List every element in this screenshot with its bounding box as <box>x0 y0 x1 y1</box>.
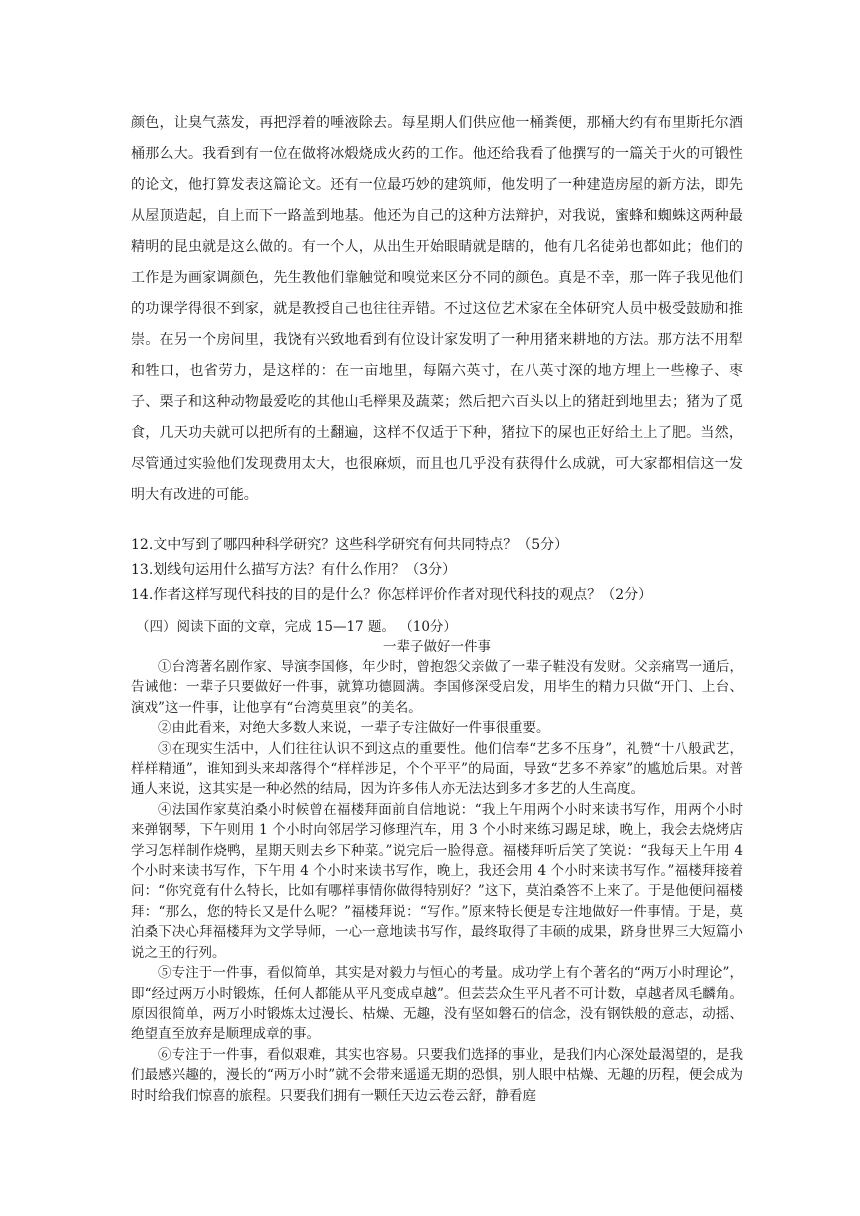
essay-paragraph-3: ③在现实生活中，人们往往认识不到这点的重要性。他们信奉“艺多不压身”，礼赞“十八般武艺，样样精通”，谁知到头来却落得个“样样涉足，个个平平”的局面，导致“艺多不养家”的尴尬后果。对普通人来说，这其实是一种必然的结局，因为许多伟人亦无法达到多才多艺的人生高度。 <box>131 740 743 798</box>
essay-paragraph-2: ②由此看来，对绝大多数人来说，一辈子专注做好一件事很重要。 <box>158 720 550 737</box>
story-passage: 颜色，让臭气蒸发，再把浮着的唾液除去。每星期人们供应他一桶粪便，那桶大约有布里斯托尔酒桶那么大。我看到有一位在做将冰煅烧成火药的工作。他还给我看了他撰写的一篇关于火的可锻性的论文，他打算发表这篇论文。还有一位最巧妙的建筑师，他发明了一种建造房屋的新方法，即先从屋顶造起，自上而下一路盖到地基。他还为自己的这种方法辩护，对我说，蜜蜂和蜘蛛这两种最精明的昆虫就是这么做的。有一个人，从出生开始眼睛就是瞎的，他有几名徒弟也都如此；他们的工作是为画家调颜色，先生教他们靠触觉和嗅觉来区分不同的颜色。真是不幸，那一阵子我见他们的功课学得很不到家，就是教授自己也往往弄错。不过这位艺术家在全体研究人员中极受鼓励和推崇。在另一个房间里，我饶有兴致地看到有位设计家发明了一种用猪来耕地的方法。那方法不用犁和牲口，也省劳力，是这样的：在一亩地里，每隔六英寸，在八英寸深的地方埋上一些橡子、枣子、栗子和这种动物最爱吃的其他山毛榉果及蔬菜；然后把六百头以上的猪赶到地里去；猪为了觅食，几天功夫就可以把所有的土翻遍，这样不仅适于下种，猪拉下的屎也正好给土上了肥。当然，尽管通过实验他们发现费用太大，也很麻烦，而且也几乎没有获得什么成就，可大家都相信这一发明大有改进的可能。 <box>131 115 743 503</box>
essay-paragraph-1: ①台湾著名剧作家、导演李国修，年少时，曾抱怨父亲做了一辈子鞋没有发财。父亲痛骂一通后，告诫他：一辈子只要做好一件事，就算功德圆满。李国修深受启发，用毕生的精力只做“开门、上台、演戏”这一件事，让他享有“台湾莫里哀”的美名。 <box>131 659 743 716</box>
essay-paragraph-6: ⑥专注于一件事，看似艰难，其实也容易。只要我们选择的事业，是我们内心深处最渴望的，是我们最感兴趣的，漫长的“两万小时”就不会带来遥遥无期的恐惧，别人眼中枯燥、无趣的历程，便会成为时时给我们惊喜的旅程。只要我们拥有一颗任天边云卷云舒，静看庭 <box>131 1046 743 1104</box>
essay-paragraph-4: ④法国作家莫泊桑小时候曾在福楼拜面前自信地说：“我上午用两个小时来读书写作，用两个小时来弹钢琴，下午则用 1 个小时向邻居学习修理汽车，用 3 个小时来练习踢足球，晚上，我会去烧烤店学习怎样制作烧鸭，星期天则去乡下种菜。”说完后一脸得意。福楼拜听后笑了笑说：“我每天上午用 4 个小时来读书写作，下午用 4 个小时来读书写作，晚上，我还会用 4 个小时来读书写作。”福楼拜接着问：“你究竟有什么特长，比如有哪样事情你做得特别好？”这下，莫泊桑答不上来了。于是他便问福楼拜：“那么，您的特长又是什么呢？”福楼拜说：“写作。”原来特长便是专注地做好一件事情。于是，莫泊桑下决心拜福楼拜为文学导师，一心一意地读书写作，最终取得了丰硕的成果，跻身世界三大短篇小说之王的行列。 <box>131 801 743 961</box>
essay-body <box>131 657 743 1106</box>
question-13: 13.划线句运用什么描写方法？有什么作用？（3分） <box>131 562 457 578</box>
section-heading: （四）阅读下面的文章，完成 15—17 题。 （10分） <box>136 619 457 635</box>
essay-title: 一辈子做好一件事 <box>383 639 491 655</box>
question-14: 14.作者这样写现代科技的目的是什么？你怎样评价作者对现代科技的观点？（2分） <box>131 587 653 603</box>
question-12: 12.文中写到了哪四种科学研究？这些科学研究有何共同特点？（5分） <box>131 537 569 553</box>
question-list <box>131 533 751 608</box>
essay-paragraph-5: ⑤专注于一件事，看似简单，其实是对毅力与恒心的考量。成功学上有个著名的“两万小时理论”，即“经过两万小时锻炼，任何人都能从平凡变成卓越”。但芸芸众生平凡者不可计数，卓越者凤毛麟角。原因很简单，两万小时锻炼太过漫长、枯燥、无趣，没有坚如磐石的信念，没有钢铁般的意志，动摇、绝望直至放弃是顺理成章的事。 <box>131 965 743 1043</box>
